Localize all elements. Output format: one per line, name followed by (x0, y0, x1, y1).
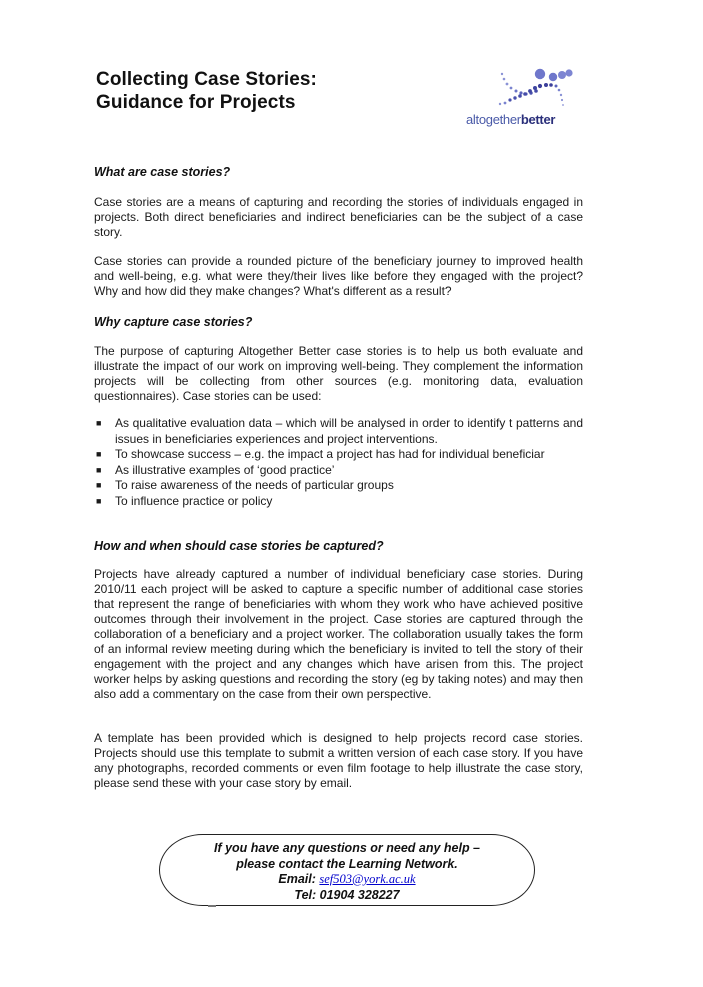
bullet-square-icon: ■ (96, 464, 102, 475)
list-item: ■ As illustrative examples of ‘good practice’ (96, 462, 335, 477)
logo-word-altogether: altogether (466, 112, 521, 127)
uses-bullet-list (94, 416, 583, 509)
bullet-square-icon: ■ (96, 449, 102, 459)
list-item: ■ To influence practice or policy (96, 493, 273, 508)
contact-tel-line (160, 888, 534, 904)
how-paragraph-1: Projects have already captured a number of individual beneficiary case stories. During 2010/11 each project will be asked to capture a specific number of additional case stories that represent the range of beneficiaries with whom they work who have achieved positive outcomes through their involvement in the project. Case stories are captured through the collaboration of a beneficiary and a project worker. The collaboration usually takes the form of an informal review meeting during which the beneficiary is invited to tell the story of their engagement with the project and any changes which have arisen from this. The project worker helps by asking questions and recording the story (eg by taking notes) and may then also add a commentary on the case from their own perspective. (94, 567, 583, 701)
logo-wordmark (466, 112, 555, 127)
email-link[interactable]: sef503@york.ac.uk (319, 872, 416, 886)
bullet-square-icon: ■ (96, 418, 102, 428)
why-paragraph: The purpose of capturing Altogether Better case stories is to help us both evaluate and illustrate the impact of our work on improving well-being. They complement the information projects will be collecting from other sources (e.g. monitoring data, evaluation questionnaires). Case stories can be used: (94, 344, 583, 403)
email-label: Email: (278, 872, 320, 886)
logo-word-better: better (520, 112, 556, 127)
contact-email-line (160, 872, 534, 888)
page-title-line-1: Collecting Case Stories: (96, 69, 317, 90)
section-heading-what: What are case stories? (94, 165, 231, 179)
list-item: ■ To raise awareness of the needs of particular groups (96, 478, 394, 492)
page-title (96, 68, 317, 114)
callout-mark (208, 905, 216, 907)
list-item: ■ To showcase success – e.g. the impact a project has had for individual beneficiar (96, 447, 545, 461)
logo-dots-icon (458, 64, 578, 116)
contact-callout (159, 834, 535, 906)
what-paragraph-2: Case stories can provide a rounded picture of the beneficiary journey to improved health and well-being, e.g. what were they/their lives like before they engaged with the project? Why and how did they make changes? What's different as a result? (94, 254, 583, 298)
altogether-better-logo (458, 64, 578, 132)
how-paragraph-2: A template has been provided which is designed to help projects record case stories. Projects should use this template to submit a written version of each case story. If you have any photographs, recorded comments or even film footage to help illustrate the case story, please send these with your case story by email. (94, 731, 583, 790)
page-title-line-2: Guidance for Projects (96, 92, 296, 113)
tel-label: Tel: (294, 887, 320, 902)
contact-line-1: If you have any questions or need any help – (213, 841, 481, 855)
tel-number: 01904 328227 (319, 887, 400, 902)
contact-line-2: please contact the Learning Network. (236, 856, 458, 871)
what-paragraph-1: Case stories are a means of capturing and recording the stories of individuals engaged in projects. Both direct beneficiaries and indirect beneficiaries can be the subject of a case story. (94, 195, 583, 239)
section-heading-why: Why capture case stories? (94, 315, 253, 329)
bullet-square-icon: ■ (96, 480, 102, 490)
section-heading-how: How and when should case stories be captured? (94, 539, 384, 553)
list-item: ■ As qualitative evaluation data – which will be analysed in order to identify t patterns and issues in beneficiaries experiences and project interventions. (96, 416, 583, 446)
bullet-square-icon: ■ (96, 495, 102, 506)
